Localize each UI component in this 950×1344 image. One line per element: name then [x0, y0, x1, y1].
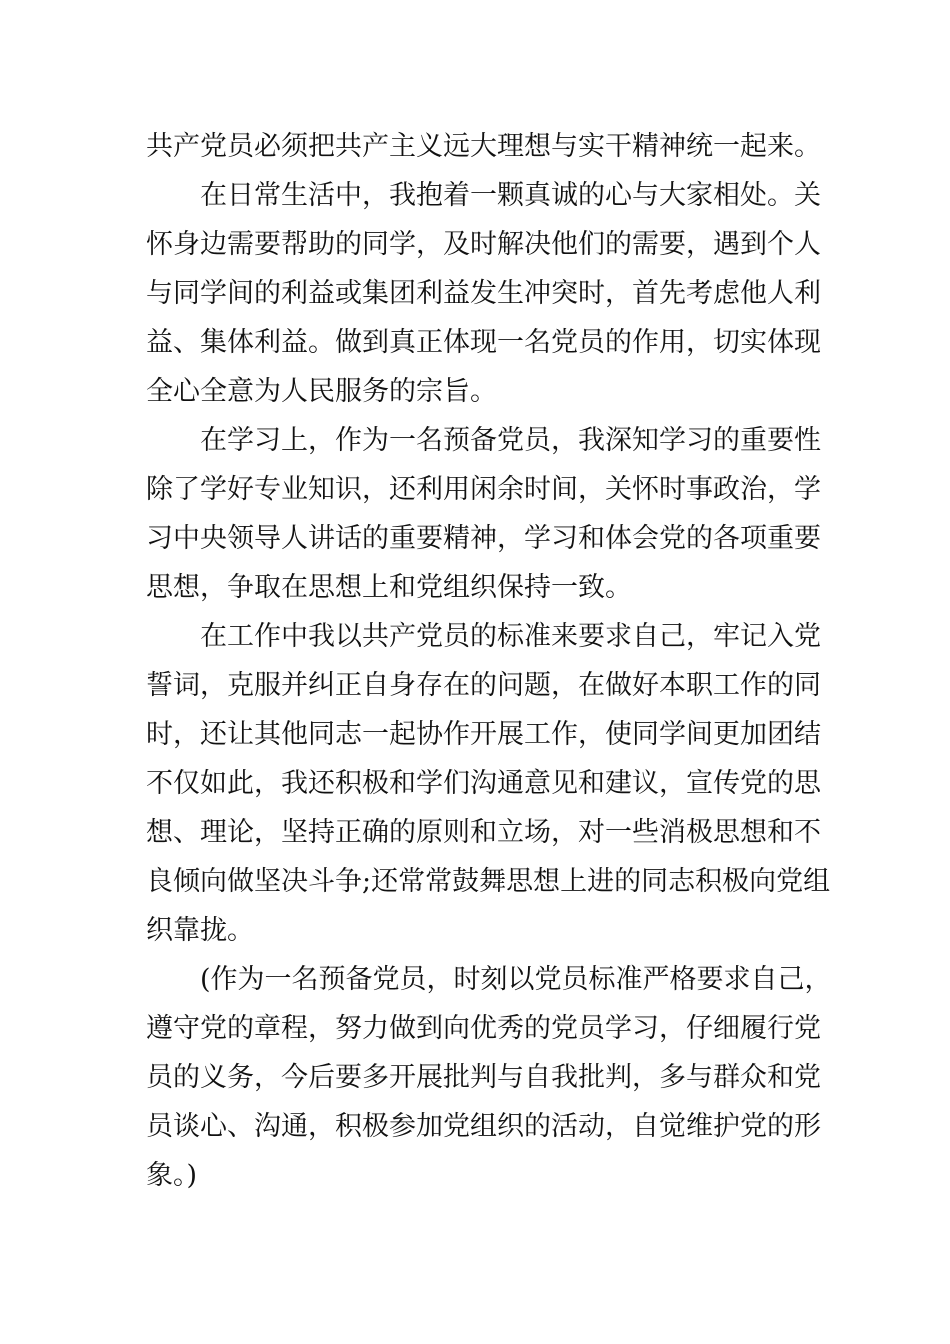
text-line: 怀身边需要帮助的同学，及时解决他们的需要，遇到个人: [146, 229, 821, 260]
text-line: 共产党员必须把共产主义远大理想与实干精神统一起来。: [146, 131, 821, 162]
text-line: 遵守党的章程，努力做到向优秀的党员学习，仔细履行党: [146, 1013, 821, 1044]
text-line: 良倾向做坚决斗争;还常常鼓舞思想上进的同志积极向党组: [146, 866, 831, 897]
text-line: 益、集体利益。做到真正体现一名党员的作用，切实体现: [146, 327, 821, 358]
text-line: 织靠拢。: [146, 915, 254, 946]
text-line: 习中央领导人讲话的重要精神，学习和体会党的各项重要: [146, 523, 821, 554]
document-body-text: [146, 122, 832, 1200]
text-line: 思想，争取在思想上和党组织保持一致。: [146, 572, 632, 603]
text-line: 想、理论，坚持正确的原则和立场，对一些消极思想和不: [146, 817, 821, 848]
text-line: 不仅如此，我还积极和学们沟通意见和建议，宣传党的思: [146, 768, 821, 799]
text-line: 与同学间的利益或集团利益发生冲突时，首先考虑他人利: [146, 278, 821, 309]
paragraph-first-line: 在学习上，作为一名预备党员，我深知学习的重要性: [200, 425, 821, 456]
text-line: 全心全意为人民服务的宗旨。: [146, 376, 497, 407]
text-line: 时，还让其他同志一起协作开展工作，使同学间更加团结: [146, 719, 821, 750]
text-line: 誓词，克服并纠正自身存在的问题，在做好本职工作的同: [146, 670, 821, 701]
text-line: 员的义务，今后要多开展批判与自我批判，多与群众和党: [146, 1062, 821, 1093]
text-line: 象。): [146, 1160, 198, 1191]
paragraph-first-line: 在工作中我以共产党员的标准来要求自己，牢记入党: [200, 621, 821, 652]
paragraph-first-line: 在日常生活中，我抱着一颗真诚的心与大家相处。关: [200, 180, 821, 211]
text-line: 除了学好专业知识，还利用闲余时间，关怀时事政治，学: [146, 474, 821, 505]
text-line: 员谈心、沟通，积极参加党组织的活动，自觉维护党的形: [146, 1111, 821, 1142]
paragraph-first-line: (作为一名预备党员，时刻以党员标准严格要求自己，: [200, 964, 832, 995]
